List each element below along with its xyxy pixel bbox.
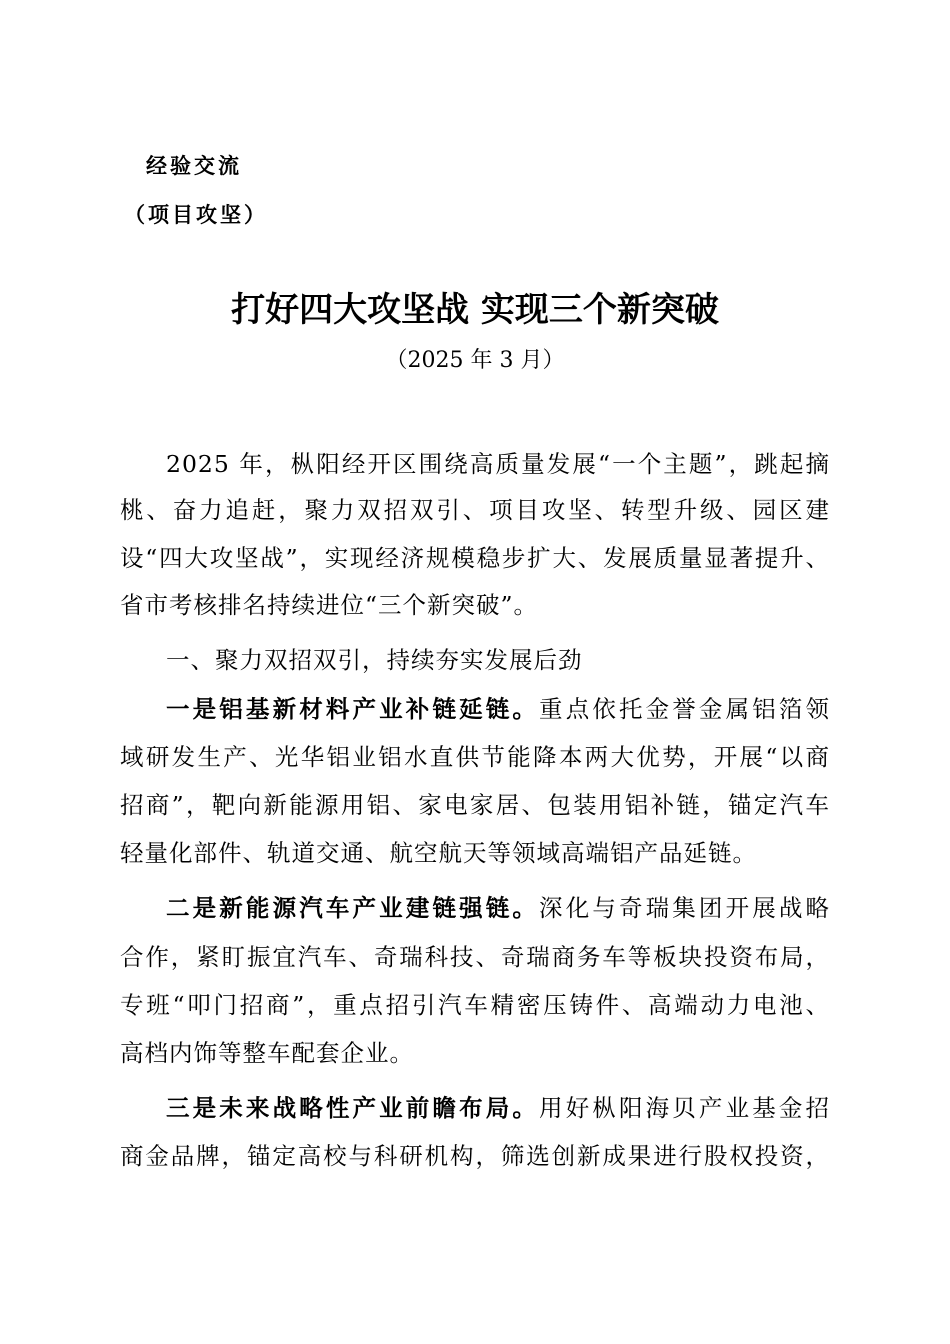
paragraph-text: 深化与奇瑞集团开展战略 <box>539 894 831 922</box>
paragraph-line: 轻量化部件、轨道交通、航空航天等领域高端铝产品延链。 <box>120 839 757 867</box>
paragraph-first-line <box>166 694 830 724</box>
intro-line: 省市考核排名持续进位“三个新突破”。 <box>120 591 539 619</box>
paragraph-line: 高档内饰等整车配套企业。 <box>120 1039 414 1067</box>
section-heading: 一、聚力双招双引，持续夯实发展后劲 <box>166 646 583 674</box>
paragraph-text: 用好枞阳海贝产业基金招 <box>539 1094 831 1122</box>
paragraph-line: 域研发生产、光华铝业铝水直供节能降本两大优势，开展“以商 <box>120 743 830 771</box>
paragraph-line: 合作，紧盯振宜汽车、奇瑞科技、奇瑞商务车等板块投资布局， <box>120 943 830 971</box>
intro-line: 桃、奋力追赶，聚力双招双引、项目攻坚、转型升级、园区建 <box>120 496 830 524</box>
paragraph-line: 招商”，靶向新能源用铝、家电家居、包装用铝补链，锚定汽车 <box>120 791 830 819</box>
paragraph-first-line <box>166 1093 830 1123</box>
paragraph-line: 商金品牌，锚定高校与科研机构，筛选创新成果进行股权投资， <box>120 1142 830 1170</box>
paragraph-line: 专班“叩门招商”，重点招引汽车精密压铸件、高端动力电池、 <box>120 991 830 1019</box>
page-title: 打好四大攻坚战 实现三个新突破 <box>231 290 719 330</box>
subcategory-label: （项目攻坚） <box>124 203 268 227</box>
paragraph-lead: 二是新能源汽车产业建链强链。 <box>166 894 540 922</box>
date-line: （2025 年 3 月） <box>385 348 565 373</box>
intro-line: 2025 年，枞阳经开区围绕高质量发展“一个主题”，跳起摘 <box>166 450 830 478</box>
category-label: 经验交流 <box>146 154 242 178</box>
paragraph-lead: 一是铝基新材料产业补链延链。 <box>166 695 540 723</box>
paragraph-lead: 三是未来战略性产业前瞻布局。 <box>166 1094 540 1122</box>
intro-line: 设“四大攻坚战”，实现经济规模稳步扩大、发展质量显著提升、 <box>120 544 830 572</box>
paragraph-first-line <box>166 893 830 923</box>
paragraph-text: 重点依托金誉金属铝箔领 <box>539 695 831 723</box>
